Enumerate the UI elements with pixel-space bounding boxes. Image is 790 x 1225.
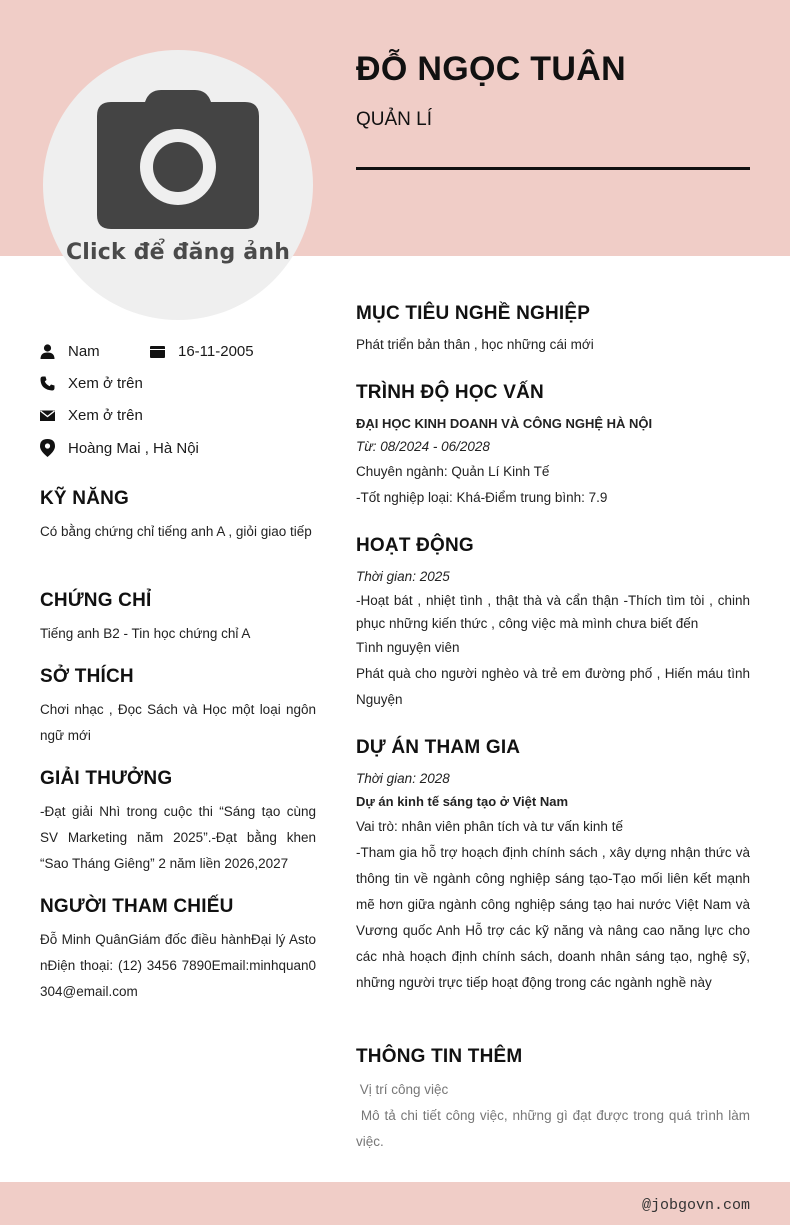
certificates-title: CHỨNG CHỈ <box>40 590 152 611</box>
projects-period: Thời gian: 2028 <box>356 771 450 786</box>
awards-text: -Đạt giải Nhì trong cuộc thi “Sáng tạo cùng SV Marketing năm 2025”.-Đạt bằng khen “Sao Tháng Giêng” 2 năm liền 2026,2027 <box>40 804 316 871</box>
objective-title: MỤC TIÊU NGHỀ NGHIỆP <box>356 303 591 324</box>
contact-dob <box>150 343 254 360</box>
education-grade: -Tốt nghiệp loại: Khá-Điểm trung bình: 7.9 <box>356 490 608 505</box>
activities-period: Thời gian: 2025 <box>356 569 450 584</box>
calendar-icon <box>150 344 165 359</box>
contact-phone <box>40 375 143 392</box>
projects-text: -Tham gia hỗ trợ hoạch định chính sách , xây dựng nhận thức và thông tin về ngành công nghiệp sáng tạo-Tạo mối liên kết mạnh mẽ hơn giữa ngành công nghiệp sáng tạo hai nước Việt Nam và Vương quốc Anh Hỗ trợ các kỹ năng và nâng cao năng lực cho các nhà hoạch định chính sách, doanh nhân sáng tạo, nghệ sỹ, những người trực tiếp hoạt động trong các ngành nghề này <box>356 845 750 990</box>
skills-title: KỸ NĂNG <box>40 488 130 509</box>
camera-icon <box>97 88 259 233</box>
contact-gender <box>40 343 100 360</box>
activities-text1: -Hoạt bát , nhiệt tình , thật thà và cẩn thận -Thích tìm tòi , chinh phục những kiến thức , công việc mà mình chưa biết đến <box>356 593 750 631</box>
header-divider <box>356 167 750 170</box>
references-title: NGƯỜI THAM CHIẾU <box>40 896 234 917</box>
activities-text3: Phát quà cho người nghèo và trẻ em đường phố , Hiến máu tình Nguyện <box>356 666 750 707</box>
activities-title: HOẠT ĐỘNG <box>356 535 474 556</box>
education-major: Chuyên ngành: Quản Lí Kinh Tế <box>356 464 550 479</box>
education-title: TRÌNH ĐỘ HỌC VẤN <box>356 382 544 403</box>
person-icon <box>40 344 55 359</box>
email-text: Xem ở trên <box>68 407 143 424</box>
candidate-name: ĐỖ NGỌC TUÂN <box>356 50 626 88</box>
education-school: ĐẠI HỌC KINH DOANH VÀ CÔNG NGHỆ HÀ NỘI <box>356 416 653 431</box>
projects-role: Vai trò: nhân viên phân tích và tư vấn kinh tế <box>356 819 623 834</box>
projects-name: Dự án kinh tế sáng tạo ở Việt Nam <box>356 794 569 809</box>
phone-text: Xem ở trên <box>68 375 143 392</box>
location-pin-icon <box>40 439 55 457</box>
extra-line2: Mô tả chi tiết công việc, những gì đạt được trong quá trình làm việc. <box>356 1108 754 1149</box>
contact-email <box>40 407 143 424</box>
skills-text: Có bằng chứng chỉ tiếng anh A , giỏi giao tiếp <box>40 524 312 539</box>
contact-address <box>40 439 199 457</box>
avatar-label: Click để đăng ảnh <box>65 240 291 265</box>
address-text: Hoàng Mai , Hà Nội <box>68 439 199 457</box>
education-period: Từ: 08/2024 - 06/2028 <box>356 439 490 454</box>
certificates-text: Tiếng anh B2 - Tin học chứng chỉ A <box>40 626 251 641</box>
hobbies-text: Chơi nhạc , Đọc Sách và Học một loại ngôn ngữ mới <box>40 702 316 743</box>
candidate-role: QUẢN LÍ <box>356 109 433 130</box>
projects-title: DỰ ÁN THAM GIA <box>356 737 521 758</box>
activities-text2: Tình nguyện viên <box>356 640 460 655</box>
envelope-icon <box>40 408 55 423</box>
footer-brand: @jobgovn.com <box>641 1197 750 1214</box>
objective-text: Phát triển bản thân , học những cái mới <box>356 337 594 352</box>
extra-line1: Vị trí công việc <box>356 1082 449 1097</box>
avatar-upload[interactable] <box>43 50 313 320</box>
dob-text: 16-11-2005 <box>178 343 254 360</box>
references-text: Đỗ Minh QuânGiám đốc điều hànhĐại lý AstonĐiện thoại: (12) 3456 7890Email:minhquan0304@email.com <box>40 932 316 999</box>
awards-title: GIẢI THƯỞNG <box>40 768 173 789</box>
gender-text: Nam <box>68 343 100 360</box>
extra-title: THÔNG TIN THÊM <box>356 1046 523 1067</box>
hobbies-title: SỞ THÍCH <box>40 666 134 687</box>
phone-icon <box>40 376 55 391</box>
